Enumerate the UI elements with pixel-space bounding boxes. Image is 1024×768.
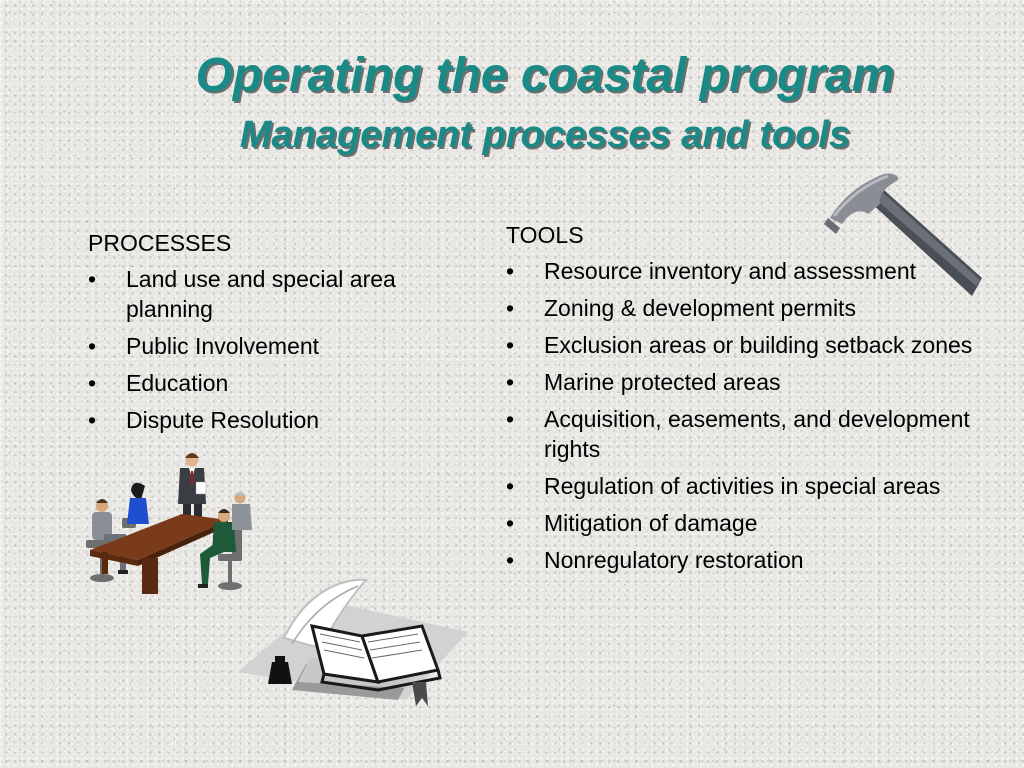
- bullet: •: [506, 547, 515, 573]
- bullet: •: [506, 369, 515, 395]
- list-item-text: Exclusion areas or building setback zones: [544, 332, 973, 358]
- list-item-text: Nonregulatory restoration: [544, 547, 804, 573]
- list-item-text: Resource inventory and assessment: [544, 258, 917, 284]
- list-item: [506, 404, 976, 464]
- list-item-text: Land use and special area planning: [126, 266, 396, 322]
- bullet: •: [88, 266, 97, 292]
- book-and-quill-clipart: [236, 578, 472, 712]
- slide-subtitle: Management processes and tools: [239, 114, 851, 156]
- bullet: •: [506, 406, 515, 432]
- list-item: [506, 471, 976, 501]
- meeting-clipart: [82, 448, 260, 600]
- list-item-text: Public Involvement: [126, 333, 320, 359]
- list-item-text: Regulation of activities in special areas: [544, 473, 941, 499]
- list-item: [88, 264, 448, 324]
- list-item: [506, 367, 976, 397]
- bullet: •: [88, 407, 97, 433]
- processes-heading: PROCESSES: [88, 230, 232, 256]
- list-item: [88, 331, 448, 361]
- list-item-text: Zoning & development permits: [544, 295, 856, 321]
- list-item: [506, 545, 976, 575]
- processes-column: [88, 228, 448, 442]
- list-item: [88, 405, 448, 435]
- list-item: [506, 508, 976, 538]
- processes-list: [88, 264, 448, 435]
- slide-title: Operating the coastal program: [195, 49, 895, 102]
- tools-heading: TOOLS: [506, 222, 584, 248]
- list-item-text: Marine protected areas: [544, 369, 781, 395]
- list-item-text: Acquisition, easements, and development rights: [544, 406, 970, 462]
- bullet: •: [506, 510, 515, 536]
- bullet: •: [506, 473, 515, 499]
- list-item-text: Dispute Resolution: [126, 407, 320, 433]
- bullet: •: [506, 295, 515, 321]
- bullet: •: [88, 333, 97, 359]
- list-item: [506, 330, 976, 360]
- list-item-text: Education: [126, 370, 229, 396]
- list-item-text: Mitigation of damage: [544, 510, 758, 536]
- bullet: •: [88, 370, 97, 396]
- hammer-clipart: [822, 168, 988, 304]
- bullet: •: [506, 332, 515, 358]
- bullet: •: [506, 258, 515, 284]
- list-item: [88, 368, 448, 398]
